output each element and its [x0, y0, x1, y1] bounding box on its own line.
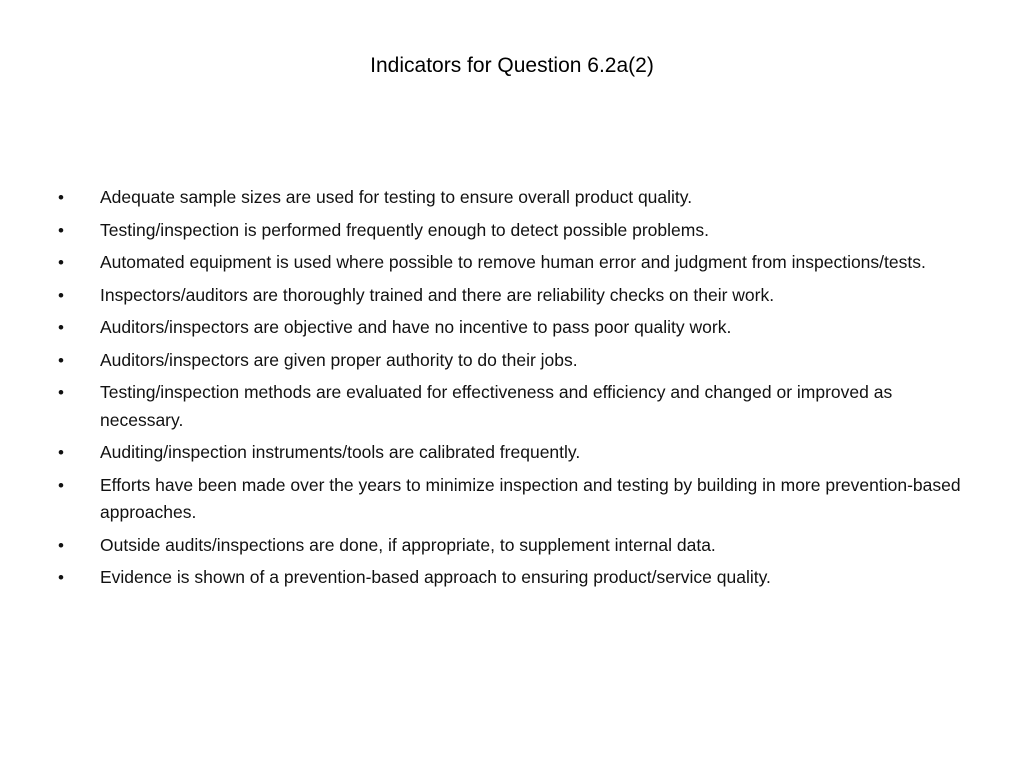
bullet-icon: •: [58, 568, 64, 587]
list-item-text: Inspectors/auditors are thoroughly trained and there are reliability checks on their work.: [100, 284, 775, 305]
list-item: [56, 379, 976, 434]
list-item: [56, 314, 976, 342]
list-item: [56, 532, 976, 560]
list-item-text: Auditors/inspectors are given proper authority to do their jobs.: [100, 349, 578, 370]
slide-title: Indicators for Question 6.2a(2): [370, 54, 654, 77]
list-item-text: Evidence is shown of a prevention-based approach to ensuring product/service quality.: [100, 567, 771, 587]
bullet-icon: •: [58, 220, 64, 240]
bullet-icon: •: [58, 253, 64, 272]
list-item: [56, 217, 976, 245]
list-item: [56, 282, 976, 310]
bullet-icon: •: [58, 285, 64, 305]
bullet-icon: •: [58, 475, 64, 495]
list-item-text: Auditors/inspectors are objective and have no incentive to pass poor quality work.: [100, 317, 732, 337]
bullet-icon: •: [58, 350, 64, 370]
bullet-icon: •: [58, 535, 64, 555]
list-item: [56, 472, 976, 527]
list-item: [56, 439, 976, 467]
list-item: [56, 347, 976, 375]
list-item: [56, 564, 976, 592]
bullet-icon: •: [58, 383, 64, 402]
bullet-icon: •: [58, 443, 64, 462]
list-item-text: Testing/inspection is performed frequently enough to detect possible problems.: [100, 219, 709, 240]
bullet-icon: •: [58, 188, 64, 207]
list-item-text: Automated equipment is used where possible to remove human error and judgment from inspections/tests.: [100, 252, 926, 272]
indicator-list: [56, 184, 976, 597]
list-item-text: Testing/inspection methods are evaluated for effectiveness and efficiency and changed or improved as necessary.: [100, 382, 893, 430]
list-item: [56, 184, 976, 212]
bullet-icon: •: [58, 318, 64, 337]
list-item-text: Efforts have been made over the years to minimize inspection and testing by building in more prevention-based approaches.: [100, 474, 961, 522]
list-item-text: Outside audits/inspections are done, if appropriate, to supplement internal data.: [100, 534, 716, 555]
list-item: [56, 249, 976, 277]
list-item-text: Adequate sample sizes are used for testing to ensure overall product quality.: [100, 187, 693, 207]
list-item-text: Auditing/inspection instruments/tools are calibrated frequently.: [100, 442, 581, 462]
